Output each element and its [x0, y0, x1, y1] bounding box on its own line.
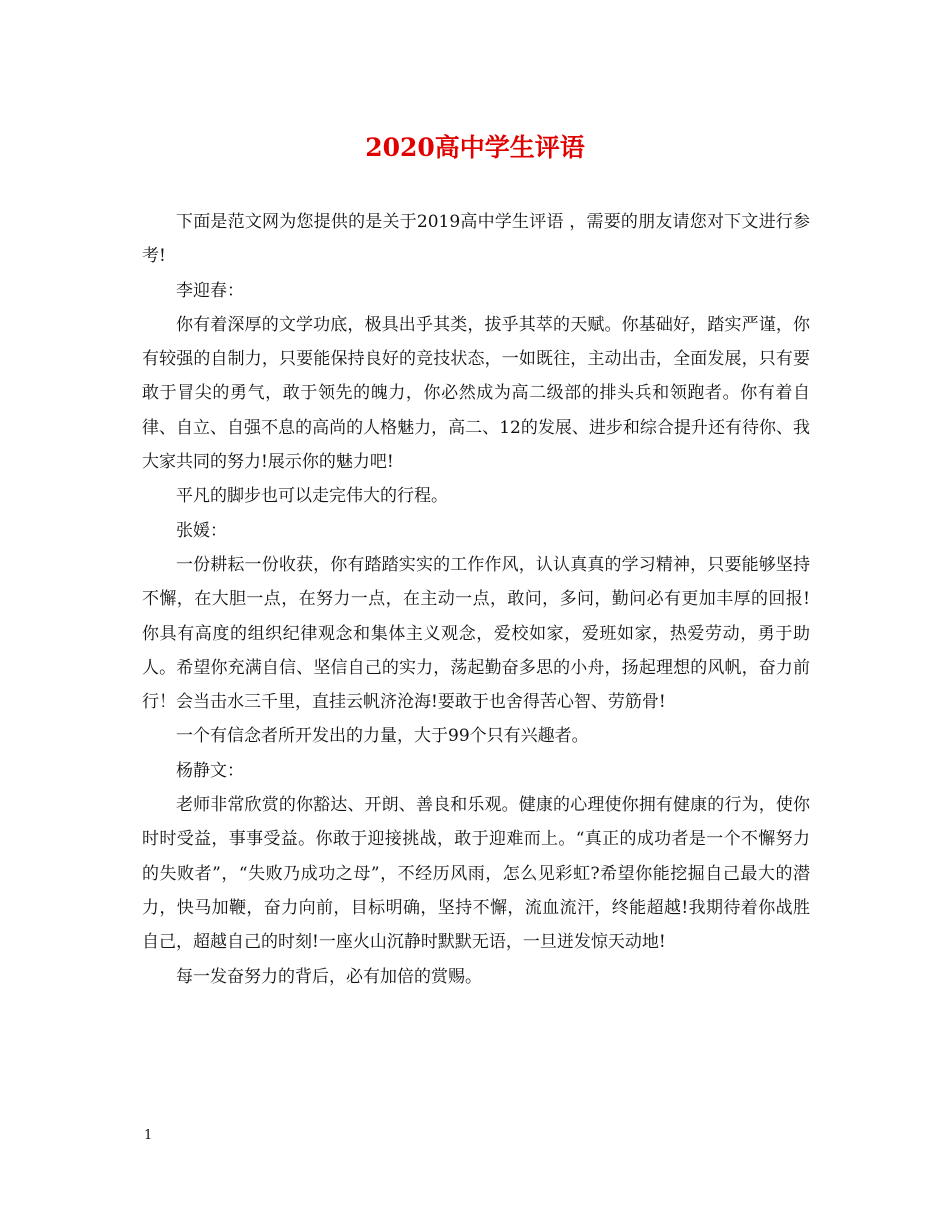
- intro-paragraph: 下面是范文网为您提供的是关于2019高中学生评语 ，需要的朋友请您对下文进行参考!: [142, 212, 810, 267]
- comment-paragraph: 一份耕耘一份收获，你有踏踏实实的工作作风，认认真真的学习精神，只要能够坚持不懈，在大胆一点，在努力一点，在主动一点，敢问，多问，勤问必有更加丰厚的回报!你具有高度的组织纪律观念和集体主义观念，爱校如家，爱班如家，热爱劳动，勇于助人。希望你充满自信、坚信自己的实力，荡起勤奋多思的小舟，扬起理想的风帆，奋力前行！会当击水三千里，直挂云帆济沧海!要敢于也舍得苦心智、劳筋骨!: [142, 554, 810, 713]
- student-name-heading: 张媛：: [176, 520, 227, 541]
- quote-paragraph: 一个有信念者所开发出的力量，大于99个只有兴趣者。: [176, 726, 589, 747]
- quote-paragraph: 每一发奋努力的背后，必有加倍的赏赐。: [176, 966, 482, 987]
- page-number: 1: [144, 1128, 153, 1143]
- document-body: [142, 205, 810, 994]
- comment-paragraph: 你有着深厚的文学功底，极具出乎其类，拔乎其萃的天赋。你基础好，踏实严谨，你有较强的自制力，只要能保持良好的竞技状态，一如既往，主动出击，全面发展，只有要敢于冒尖的勇气，敢于领先的魄力，你必然成为高二级部的排头兵和领跑者。你有着自律、自立、自强不息的高尚的人格魅力，高二、12的发展、进步和综合提升还有待你、我大家共同的努力!展示你的魅力吧!: [142, 314, 810, 473]
- comment-paragraph: 老师非常欣赏的你豁达、开朗、善良和乐观。健康的心理使你拥有健康的行为，使你时时受益，事事受益。你敢于迎接挑战，敢于迎难而上。“真正的成功者是一个不懈努力的失败者”，“失败乃成功之母”，不经历风雨，怎么见彩虹?希望你能挖掘自己最大的潜力，快马加鞭，奋力向前，目标明确，坚持不懈，流血流汗，终能超越!我期待着你战胜自己，超越自己的时刻!一座火山沉静时默默无语，一旦迸发惊天动地!: [142, 795, 810, 953]
- quote-paragraph: 平凡的脚步也可以走完伟大的行程。: [176, 486, 448, 507]
- student-name-heading: 李迎春：: [176, 280, 244, 301]
- student-name-heading: 杨静文：: [176, 760, 244, 781]
- document-title: 2020高中学生评语: [365, 133, 585, 162]
